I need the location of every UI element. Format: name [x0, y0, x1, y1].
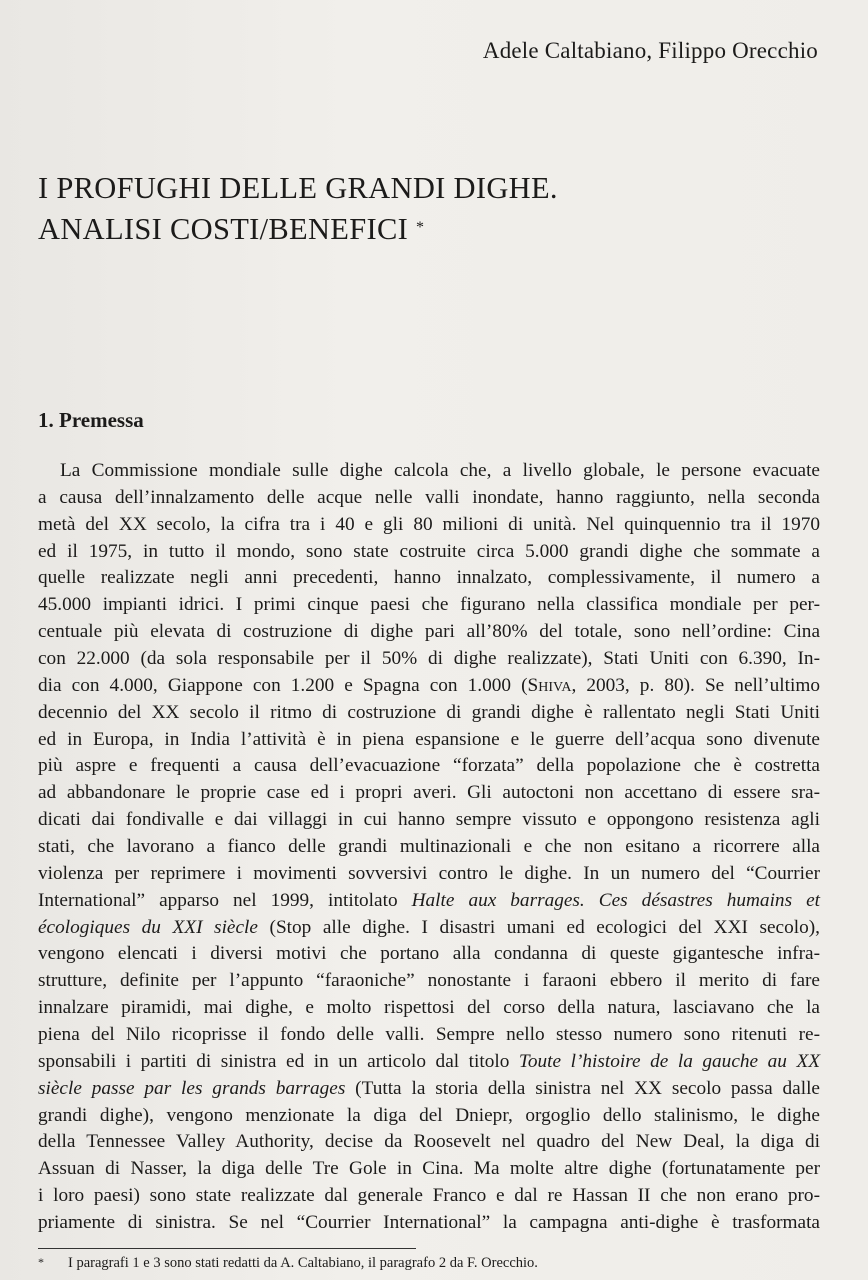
text-segment: priamente di sinistra. Se nel “Courrier International” la campagna anti-dighe è trasformata: [38, 1212, 820, 1234]
chapter-title-line-2: [38, 209, 558, 250]
text-line: [38, 834, 820, 861]
text-segment: grandi dighe), vengono menzionate la diga del Dniepr, orgoglio dello stalinismo, le dighe: [38, 1104, 820, 1126]
text-line: [38, 458, 820, 485]
footnote-divider: [38, 1248, 416, 1249]
text-segment: centuale più elevata di costruzione di dighe pari all’80% del totale, sono nell’ordine: Cina: [38, 621, 820, 643]
body-text: [38, 458, 820, 1237]
text-line: [38, 1129, 820, 1156]
text-line: [38, 700, 820, 727]
text-segment: dia con 4.000, Giappone con 1.200 e Spagna con 1.000 (: [38, 674, 528, 696]
chapter-title-text: ANALISI COSTI/BENEFICI: [38, 212, 409, 246]
italic-title: siècle passe par les grands barrages: [38, 1077, 346, 1099]
text-line: [38, 1076, 820, 1103]
text-segment: stati, che lavorano a fianco delle grandi multinazionali e che non esitano a ricorrere alla: [38, 836, 820, 858]
text-line: [38, 646, 820, 673]
text-line: [38, 941, 820, 968]
text-line: [38, 753, 820, 780]
footnote-mark: *: [38, 1255, 44, 1269]
text-line: [38, 619, 820, 646]
text-segment: quelle realizzate negli anni precedenti, hanno innalzato, complessivamente, il numero a: [38, 567, 820, 589]
section-heading: 1. Premessa: [38, 408, 144, 432]
text-line: [38, 1183, 820, 1210]
text-segment: violenza per reprimere i movimenti sovversivi contro le dighe. In un numero del “Courrier: [38, 862, 820, 884]
text-segment: i loro paesi) sono state realizzate dal generale Franco e dal re Hassan II che non erano pro-: [38, 1185, 820, 1207]
text-line: [38, 888, 820, 915]
text-segment: Assuan di Nasser, la diga delle Tre Gole in Cina. Ma molte altre dighe (fortunatamente per: [38, 1158, 820, 1180]
text-segment: metà del XX secolo, la cifra tra i 40 e gli 80 milioni di unità. Nel quinquennio tra il 1970: [38, 513, 820, 535]
text-segment: , 2003, p. 80). Se nell’ultimo: [571, 674, 820, 696]
text-line: [38, 968, 820, 995]
footnote: [38, 1255, 538, 1272]
footnote-mark: *: [416, 219, 425, 236]
text-line: [38, 512, 820, 539]
text-line: [38, 1103, 820, 1130]
text-line: [38, 1210, 820, 1237]
text-line: [38, 592, 820, 619]
text-line: [38, 780, 820, 807]
italic-title: écologiques du XXI siècle: [38, 916, 258, 938]
text-line: [38, 539, 820, 566]
text-line: [38, 485, 820, 512]
footnote-text: I paragrafi 1 e 3 sono stati redatti da A. Caltabiano, il paragrafo 2 da F. Orecchio.: [68, 1255, 538, 1271]
text-segment: ed in Europa, in India l’attività è in piena espansione e le guerre dell’acqua sono divenute: [38, 728, 820, 750]
text-line: [38, 727, 820, 754]
text-line: [38, 995, 820, 1022]
text-segment: (Tutta la storia della sinistra nel XX secolo passa dalle: [345, 1077, 820, 1099]
text-segment: più aspre e frequenti a causa dell’evacuazione “forzata” della popolazione che è costretta: [38, 755, 820, 777]
text-segment: ed il 1975, in tutto il mondo, sono state costruite circa 5.000 grandi dighe che sommate a: [38, 540, 820, 562]
chapter-title: [38, 168, 558, 250]
text-segment: La Commissione mondiale sulle dighe calcola che, a livello globale, le persone evacuate: [60, 460, 820, 481]
text-line: [38, 565, 820, 592]
chapter-title-line-1: I PROFUGHI DELLE GRANDI DIGHE.: [38, 171, 558, 205]
text-segment: ad abbandonare le proprie case ed i propri averi. Gli autoctoni non accettano di essere sra-: [38, 782, 820, 804]
text-segment: della Tennessee Valley Authority, decise da Roosevelt nel quadro del New Deal, la diga di: [38, 1131, 820, 1153]
text-segment: 45.000 impianti idrici. I primi cinque paesi che figurano nella classifica mondiale per per-: [38, 594, 820, 616]
text-segment: strutture, definite per l’appunto “faraoniche” nonostante i faraoni ebbero il merito di fare: [38, 970, 820, 992]
text-segment: International” apparso nel 1999, intitolato: [38, 889, 412, 911]
italic-title: Halte aux barrages. Ces désastres humains et: [411, 889, 820, 911]
italic-title: Toute l’histoire de la gauche au XX: [518, 1050, 821, 1072]
text-segment: decennio del XX secolo il ritmo di costruzione di grandi dighe è rallentato negli Stati Uniti: [38, 701, 820, 723]
running-head-authors: Adele Caltabiano, Filippo Orecchio: [482, 38, 818, 63]
text-line: [38, 807, 820, 834]
text-segment: (Stop alle dighe. I disastri umani ed ecologici del XXI secolo),: [257, 916, 820, 938]
text-segment: con 22.000 (da sola responsabile per il 50% di dighe realizzate), Stati Uniti con 6.390, In-: [38, 648, 820, 670]
text-segment: a causa dell’innalzamento delle acque nelle valli inondate, hanno raggiunto, nella seconda: [38, 486, 820, 508]
text-segment: innalzare piramidi, mai dighe, e molto rispettosi del corso della natura, lasciavano che la: [38, 997, 820, 1019]
text-line: [38, 915, 820, 942]
text-line: [38, 1049, 820, 1076]
text-segment: sponsabili i partiti di sinistra ed in un articolo dal titolo: [38, 1050, 519, 1072]
text-segment: dicati dai fondivalle e dai villaggi in cui hanno sempre vissuto e oppongono resistenza agli: [38, 809, 820, 831]
text-line: [38, 861, 820, 888]
text-line: [38, 1022, 820, 1049]
text-line: [38, 673, 820, 700]
text-segment: vengono elencati i diversi motivi che portano alla condanna di queste gigantesche infra-: [38, 943, 820, 965]
text-segment: piena del Nilo ricoprisse il fondo delle valli. Sempre nello stesso numero sono ritenuti re-: [38, 1024, 820, 1046]
citation-author: Shiva: [527, 674, 572, 696]
text-line: [38, 1156, 820, 1183]
